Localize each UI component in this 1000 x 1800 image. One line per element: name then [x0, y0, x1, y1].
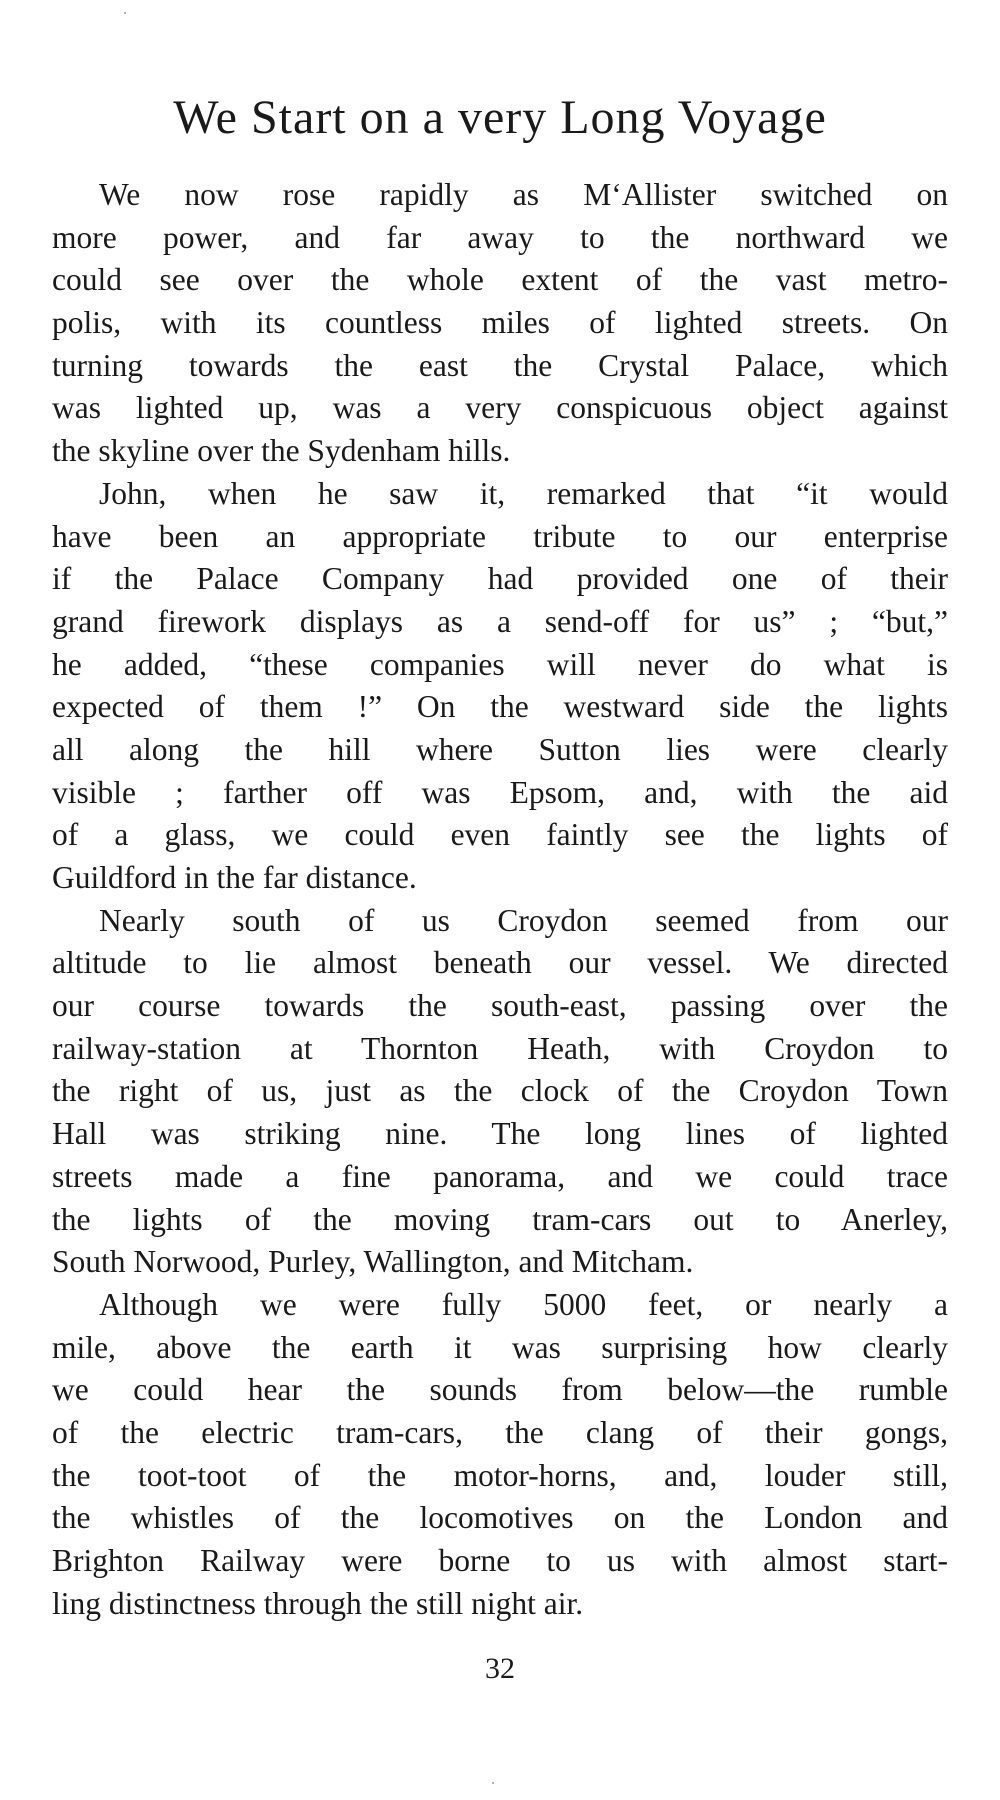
text-line: more power, and far away to the northward we [52, 219, 948, 255]
text-line: Guildford in the far distance. [52, 860, 417, 895]
text-line: visible ; farther off was Epsom, and, with the aid [52, 774, 948, 810]
text-line: John, when he saw it, remarked that “it would [99, 475, 948, 511]
text-line: he added, “these companies will never do what is [52, 646, 948, 682]
paragraph-1 [52, 174, 948, 473]
text-line: Although we were fully 5000 feet, or nearly a [99, 1286, 948, 1322]
text-line: South Norwood, Purley, Wallington, and Mitcham. [52, 1244, 694, 1280]
text-line: railway-station at Thornton Heath, with Croydon to [52, 1030, 948, 1066]
text-line: the lights of the moving tram-cars out to Anerley, [52, 1201, 948, 1237]
text-line: the skyline over the Sydenham hills. [52, 433, 511, 469]
text-line: we could hear the sounds from below—the rumble [52, 1372, 948, 1408]
text-line: Nearly south of us Croydon seemed from our [99, 902, 948, 938]
text-line: grand firework displays as a send-off for us” ; “but,” [52, 603, 948, 639]
text-line: the whistles of the locomotives on the London and [52, 1500, 948, 1536]
paragraph-2 [52, 473, 948, 900]
text-line: all along the hill where Sutton lies were clearly [52, 731, 948, 767]
paragraph-3 [52, 900, 948, 1284]
page-number: 32 [485, 1652, 515, 1685]
text-line: altitude to lie almost beneath our vessel. We directed [52, 945, 948, 981]
text-line: turning towards the east the Crystal Palace, which [52, 347, 948, 383]
text-line: of the electric tram-cars, the clang of their gongs, [52, 1414, 948, 1450]
text-line: ling distinctness through the still night air. [52, 1585, 584, 1621]
text-line: the right of us, just as the clock of the Croydon Town [52, 1073, 948, 1109]
chapter-title: We Start on a very Long Voyage [173, 91, 827, 144]
text-line: our course towards the south-east, passing over the [52, 988, 948, 1024]
text-line: expected of them !” On the westward side the lights [52, 689, 948, 725]
body-text [52, 174, 948, 1625]
text-line: polis, with its countless miles of lighted streets. On [52, 305, 948, 341]
text-line: could see over the whole extent of the vast metro- [52, 262, 948, 298]
page-speck [492, 1782, 494, 1784]
text-line: of a glass, we could even faintly see the lights of [52, 817, 948, 853]
text-line: mile, above the earth it was surprising how clearly [52, 1329, 948, 1365]
text-line: Brighton Railway were borne to us with almost start- [52, 1543, 948, 1578]
page-speck [124, 12, 126, 14]
text-line: streets made a fine panorama, and we could trace [52, 1158, 948, 1194]
text-line: was lighted up, was a very conspicuous object against [52, 390, 948, 426]
text-line: if the Palace Company had provided one of their [52, 561, 948, 597]
text-line: We now rose rapidly as M‘Allister switched on [99, 177, 948, 212]
text-line: the toot-toot of the motor-horns, and, louder still, [52, 1457, 948, 1493]
paragraph-4 [52, 1284, 948, 1626]
text-line: have been an appropriate tribute to our enterprise [52, 518, 948, 554]
text-line: Hall was striking nine. The long lines of lighted [52, 1116, 948, 1152]
